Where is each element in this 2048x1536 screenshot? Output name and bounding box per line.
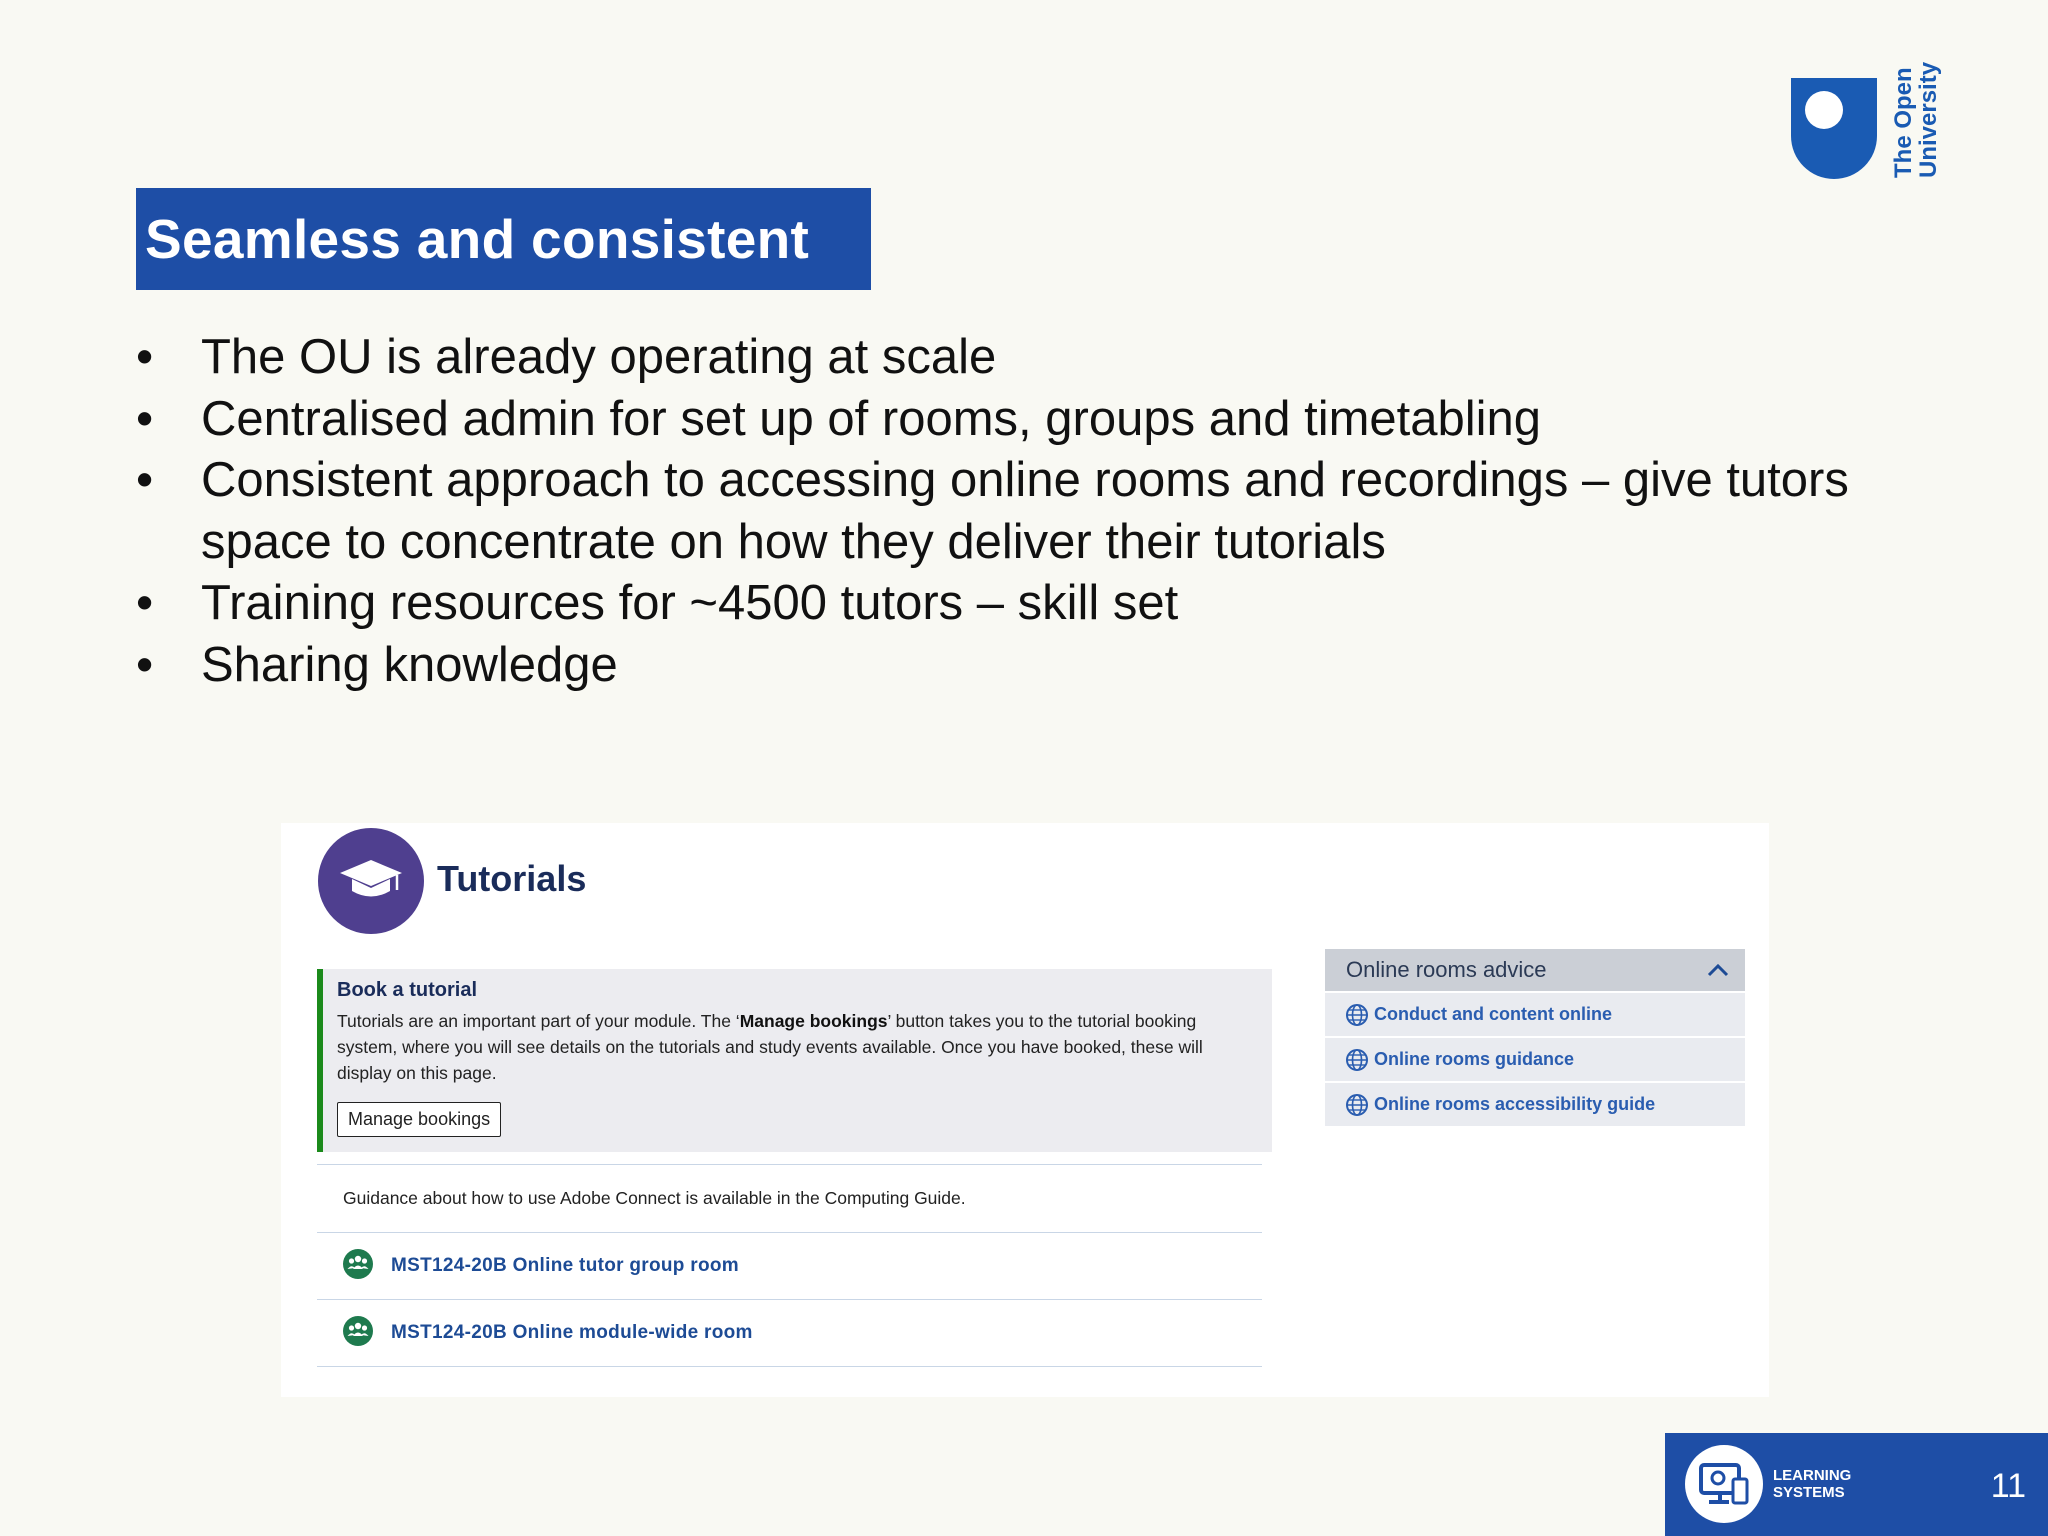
advice-item-accessibility[interactable]	[1325, 1081, 1745, 1126]
bullet-item	[136, 389, 1936, 451]
list-item	[317, 1233, 1262, 1300]
footer-bar	[1665, 1433, 2048, 1536]
ou-shield-icon	[1791, 78, 1877, 182]
tutor-group-room-link[interactable]: MST124-20B Online tutor group room	[391, 1255, 739, 1276]
slide-title: Seamless and consistent	[145, 208, 810, 270]
list-item	[317, 1300, 1262, 1367]
bullet-text: Consistent approach to accessing online rooms and recordings – give tutors space to concentrate on how they deliver their tutorials	[201, 453, 1849, 569]
manage-bookings-emphasis: Manage bookings	[739, 1011, 888, 1031]
slide-title-banner	[136, 188, 871, 290]
globe-icon	[1345, 1048, 1369, 1072]
book-tutorial-title: Book a tutorial	[337, 979, 478, 1001]
advice-item-label: Conduct and content online	[1374, 1004, 1612, 1024]
advice-item-guidance[interactable]	[1325, 1036, 1745, 1081]
module-wide-room-link[interactable]: MST124-20B Online module-wide room	[391, 1322, 753, 1343]
graduation-cap-icon	[318, 828, 424, 934]
page-number: 11	[1990, 1467, 2026, 1505]
bullet-item	[136, 450, 1936, 573]
book-tutorial-box	[317, 969, 1272, 1152]
online-rooms-advice	[1325, 949, 1745, 1126]
globe-icon	[1345, 1093, 1369, 1117]
learning-systems-icon	[1685, 1445, 1763, 1523]
advice-item-label: Online rooms guidance	[1374, 1049, 1575, 1069]
bullet-text: Centralised admin for set up of rooms, groups and timetabling	[201, 391, 1542, 446]
chevron-up-icon[interactable]	[1707, 963, 1729, 977]
bullet-item	[136, 635, 1936, 697]
computing-guide-note: Guidance about how to use Adobe Connect is available in the Computing Guide.	[317, 1164, 1262, 1233]
bullet-item	[136, 573, 1936, 635]
bullet-marker: •	[136, 637, 154, 692]
bullet-marker: •	[136, 391, 154, 446]
bullet-marker: •	[136, 576, 154, 630]
bullet-text: Sharing knowledge	[201, 637, 618, 692]
advice-item-label: Online rooms accessibility guide	[1374, 1094, 1656, 1114]
advice-item-conduct[interactable]	[1325, 991, 1745, 1036]
ou-logo	[1788, 61, 1948, 186]
learning-systems-label: LEARNING SYSTEMS	[1773, 1467, 1852, 1501]
logo-wordmark: The Open University	[1890, 61, 1942, 178]
manage-bookings-button[interactable]: Manage bookings	[337, 1102, 501, 1137]
book-tutorial-text: Tutorials are an important part of your module. The ‘Manage bookings’ button takes you to the tutorial booking system, where you will see details on the tutorials and study events available. Once you have booked, these will display on this page.	[337, 1011, 1203, 1083]
bullet-marker: •	[136, 453, 154, 507]
bullet-list	[136, 327, 1936, 696]
tutorials-panel	[281, 823, 1769, 1397]
globe-icon	[1345, 1003, 1369, 1027]
tutorials-heading: Tutorials	[437, 858, 587, 899]
group-icon	[343, 1249, 373, 1279]
bullet-text: Training resources for ~4500 tutors – skill set	[201, 576, 1179, 630]
advice-heading: Online rooms advice	[1346, 957, 1547, 982]
bullet-marker: •	[136, 330, 154, 384]
advice-header[interactable]	[1325, 949, 1745, 991]
tutorial-rows	[317, 1164, 1262, 1367]
bullet-text: The OU is already operating at scale	[201, 330, 997, 384]
bullet-item	[136, 327, 1936, 389]
group-icon	[343, 1316, 373, 1346]
